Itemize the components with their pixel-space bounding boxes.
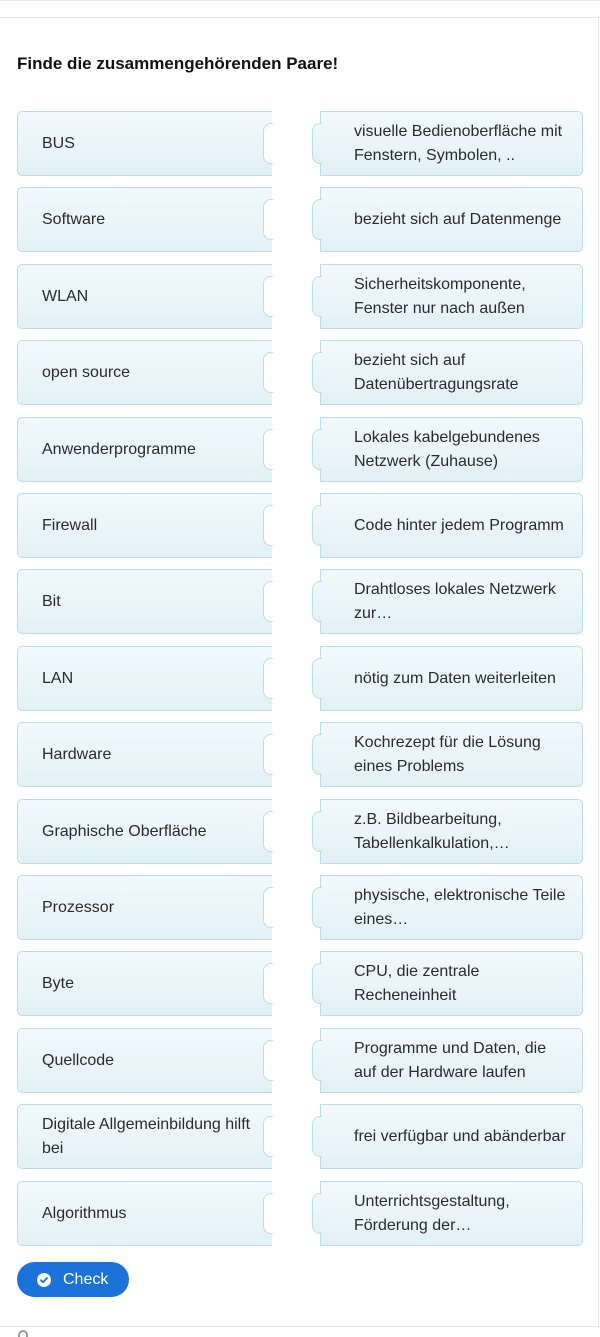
term-card-label: LAN	[42, 669, 74, 687]
definition-card-label: Lokales kabelgebundenes Netzwerk (Zuhause)	[354, 428, 540, 470]
term-card[interactable]	[17, 951, 272, 1016]
puzzle-notch	[263, 1193, 273, 1234]
puzzle-notch	[263, 811, 273, 852]
definition-card[interactable]	[320, 493, 583, 558]
puzzle-tab	[312, 1193, 322, 1234]
puzzle-tab	[312, 811, 322, 852]
pair-row	[0, 1028, 600, 1093]
definition-card-label: frei verfügbar und abänderbar	[354, 1127, 566, 1145]
definition-card[interactable]	[320, 875, 583, 940]
puzzle-tab	[312, 123, 322, 164]
puzzle-tab	[312, 352, 322, 393]
definition-card-label: z.B. Bildbearbeitung, Tabellenkalkulation,…	[354, 810, 510, 852]
term-card-label: Quellcode	[42, 1051, 115, 1069]
definition-card[interactable]	[320, 1028, 583, 1093]
puzzle-notch	[263, 352, 273, 393]
pair-row	[0, 340, 600, 405]
definition-card-label: Kochrezept für die Lösung eines Problems	[354, 733, 541, 775]
puzzle-notch	[263, 505, 273, 546]
puzzle-tab	[312, 1116, 322, 1157]
pair-row	[0, 417, 600, 482]
term-card[interactable]	[17, 187, 272, 252]
term-card-label: BUS	[42, 134, 75, 152]
term-card-label: Digitale Allgemeinbildung hilft bei	[42, 1115, 251, 1157]
puzzle-notch	[263, 734, 273, 775]
term-card-label: Hardware	[42, 745, 112, 763]
pair-row	[0, 1181, 600, 1246]
puzzle-notch	[263, 429, 273, 470]
definition-card[interactable]	[320, 722, 583, 787]
term-card[interactable]	[17, 1104, 272, 1169]
check-circle-icon	[37, 1273, 51, 1287]
puzzle-tab	[312, 887, 322, 928]
definition-card-label: Unterrichtsgestaltung, Förderung der…	[354, 1192, 510, 1234]
task-title: Finde die zusammengehörenden Paare!	[17, 54, 339, 73]
definition-card[interactable]	[320, 111, 583, 176]
definition-card[interactable]	[320, 569, 583, 634]
pair-row	[0, 646, 600, 711]
pair-row	[0, 722, 600, 787]
pair-row	[0, 875, 600, 940]
term-card[interactable]	[17, 1028, 272, 1093]
term-card[interactable]	[17, 493, 272, 558]
definition-card[interactable]	[320, 646, 583, 711]
term-card[interactable]	[17, 1181, 272, 1246]
puzzle-tab	[312, 1040, 322, 1081]
puzzle-tab	[312, 734, 322, 775]
puzzle-notch	[263, 1116, 273, 1157]
puzzle-notch	[263, 276, 273, 317]
term-card[interactable]	[17, 264, 272, 329]
pair-row	[0, 569, 600, 634]
top-divider	[0, 0, 600, 1]
definition-card[interactable]	[320, 1104, 583, 1169]
term-card[interactable]	[17, 646, 272, 711]
term-card[interactable]	[17, 417, 272, 482]
pair-row	[0, 1104, 600, 1169]
puzzle-notch	[263, 199, 273, 240]
term-card-label: Bit	[42, 592, 61, 610]
definition-card-label: Programme und Daten, die auf der Hardware laufen	[354, 1039, 547, 1081]
term-card[interactable]	[17, 722, 272, 787]
definition-card[interactable]	[320, 264, 583, 329]
term-card-label: open source	[42, 363, 131, 381]
term-card-label: Algorithmus	[42, 1204, 127, 1222]
definition-card-label: bezieht sich auf Datenübertragungsrate	[354, 351, 519, 393]
definition-card-label: Sicherheitskomponente, Fenster nur nach außen	[354, 275, 526, 317]
puzzle-notch	[263, 887, 273, 928]
definition-card[interactable]	[320, 951, 583, 1016]
term-card[interactable]	[17, 875, 272, 940]
puzzle-notch	[263, 581, 273, 622]
puzzle-notch	[263, 1040, 273, 1081]
definition-card-label: visuelle Bedienoberfläche mit Fenstern, Symbolen, ..	[354, 122, 563, 164]
term-card-label: Byte	[42, 974, 75, 992]
term-card[interactable]	[17, 569, 272, 634]
pair-row	[0, 951, 600, 1016]
puzzle-tab	[312, 199, 322, 240]
check-button[interactable]	[17, 1262, 129, 1297]
term-card[interactable]	[17, 111, 272, 176]
puzzle-tab	[312, 276, 322, 317]
pair-row	[0, 493, 600, 558]
puzzle-tab	[312, 963, 322, 1004]
pair-row	[0, 111, 600, 176]
pair-row	[0, 799, 600, 864]
footer-partial-icon	[18, 1330, 28, 1337]
term-card-label: Software	[42, 210, 106, 228]
definition-card-label: CPU, die zentrale Recheneinheit	[354, 962, 480, 1004]
puzzle-tab	[312, 581, 322, 622]
puzzle-tab	[312, 429, 322, 470]
term-card[interactable]	[17, 340, 272, 405]
term-card-label: WLAN	[42, 287, 89, 305]
puzzle-tab	[312, 505, 322, 546]
definition-card-label: Drahtloses lokales Netzwerk zur…	[354, 580, 556, 622]
definition-card-label: nötig zum Daten weiterleiten	[354, 669, 556, 687]
definition-card-label: physische, elektronische Teile eines…	[354, 886, 566, 928]
term-card-label: Prozessor	[42, 898, 115, 916]
definition-card[interactable]	[320, 187, 583, 252]
term-card-label: Firewall	[42, 516, 98, 534]
definition-card[interactable]	[320, 1181, 583, 1246]
puzzle-notch	[263, 658, 273, 699]
puzzle-notch	[263, 123, 273, 164]
definition-card[interactable]	[320, 340, 583, 405]
definition-card[interactable]	[320, 417, 583, 482]
definition-card-label: Code hinter jedem Programm	[354, 516, 564, 534]
pair-row	[0, 187, 600, 252]
term-card[interactable]	[17, 799, 272, 864]
definition-card-label: bezieht sich auf Datenmenge	[354, 210, 562, 228]
definition-card[interactable]	[320, 799, 583, 864]
pair-row	[0, 264, 600, 329]
puzzle-tab	[312, 658, 322, 699]
check-button-label: Check	[63, 1271, 109, 1288]
term-card-label: Graphische Oberfläche	[42, 822, 207, 840]
puzzle-notch	[263, 963, 273, 1004]
term-card-label: Anwenderprogramme	[42, 440, 196, 458]
